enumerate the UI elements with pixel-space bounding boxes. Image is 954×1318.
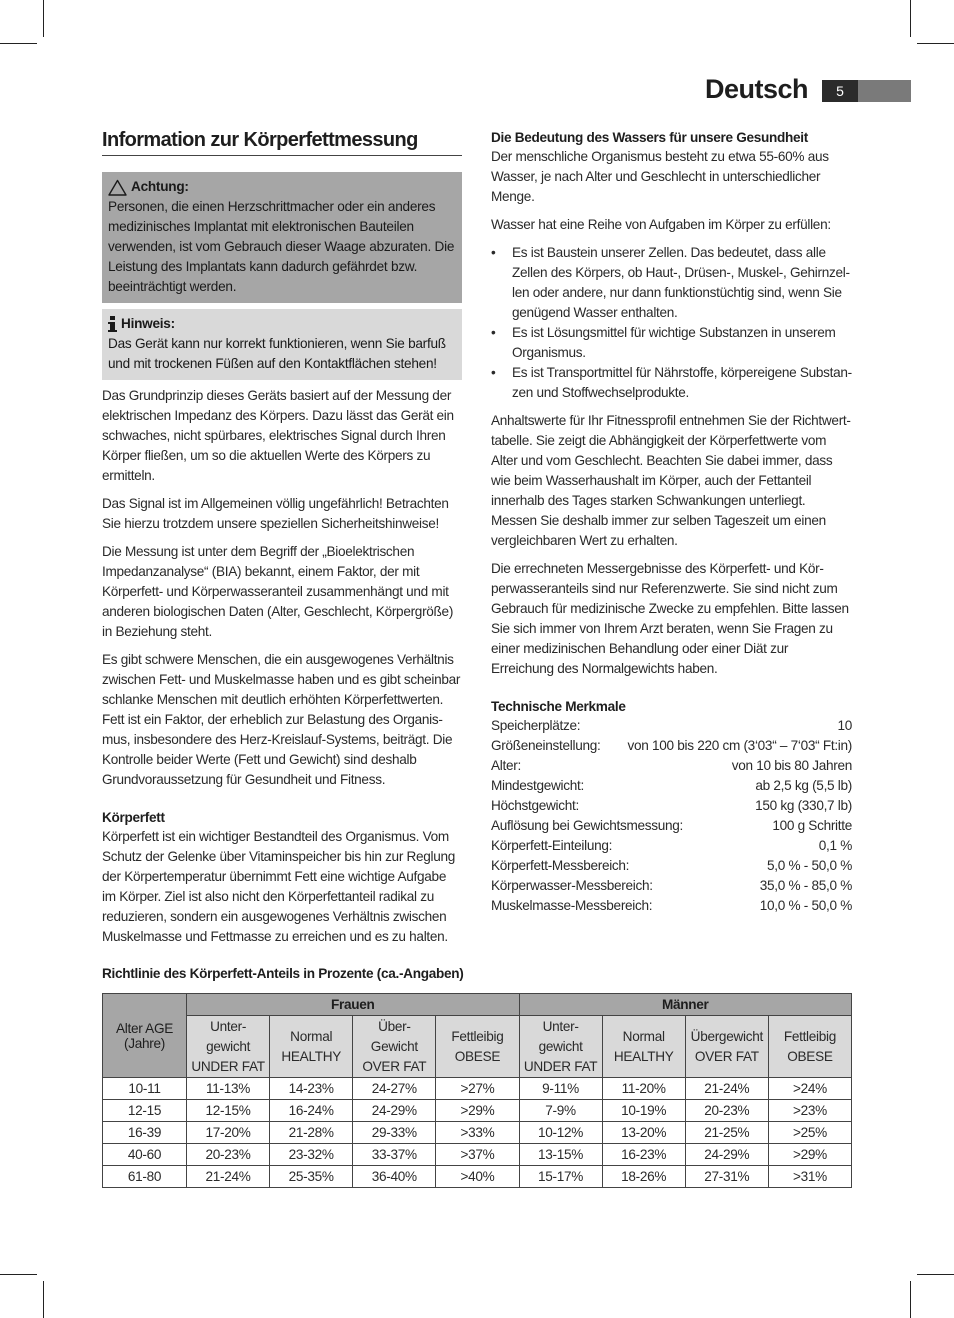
spec-row: Höchstgewicht: 150 kg (330,7 lb) xyxy=(491,798,852,813)
paragraph: Es gibt schwere Menschen, die ein ausgewogenes Verhältnis zwischen Fett- und Muskelmasse haben und es gibt scheinbar schlanke Menschen mit deutlich erhöhten Körperfettwerten. Fett ist ein Faktor, der erheblich zur Belastung des Organis-mus, insbesondere des Herz-Kreislauf-Systems, beiträgt. Die Kontrolle beider Werte (Fett und Gewicht) sind deshalb Grundvoraussetzung für Gesundheit und Fitness. xyxy=(102,652,461,787)
hint-box xyxy=(102,309,462,380)
table-cell: 16-23% xyxy=(602,1144,685,1166)
table-cell: 29-33% xyxy=(353,1122,436,1144)
table-row xyxy=(103,1144,852,1166)
table-cell: 20-23% xyxy=(685,1100,768,1122)
header-bar xyxy=(858,80,911,102)
table-cell: 18-26% xyxy=(602,1166,685,1188)
table-cell: 16-39 xyxy=(103,1122,187,1144)
table-cell: 21-24% xyxy=(685,1078,768,1100)
specs-heading: Technische Merkmale xyxy=(491,699,626,714)
table-cell: 33-37% xyxy=(353,1144,436,1166)
spec-row: Körperfett-Messbereich: 5,0 % - 50,0 % xyxy=(491,858,852,873)
table-cell: 25-35% xyxy=(270,1166,353,1188)
table-row xyxy=(103,1166,852,1188)
table-cell: 16-24% xyxy=(270,1100,353,1122)
crop-mark xyxy=(43,1281,44,1318)
body-fat-table xyxy=(102,993,852,1188)
spec-row: Größeneinstellung: von 100 bis 220 cm (3‘03“ – 7‘03“ Ft:in) xyxy=(491,738,852,753)
water-paragraph: Wasser hat eine Reihe von Aufgaben im Körper zu erfüllen: xyxy=(491,217,831,232)
warning-text: Personen, die einen Herzschrittmacher oder ein anderes medizinisches Implantat mit elektronischen Bauteilen verwenden, ist vom Gebrauch dieser Waage abzuraten. Die Leistung des Implantats kann dadurch gefährdet bzw. beeinträchtigt werden. xyxy=(108,199,455,294)
table-cell: 61-80 xyxy=(103,1166,187,1188)
table-cell: 20-23% xyxy=(187,1144,270,1166)
right-column xyxy=(491,130,852,916)
language-heading: Deutsch xyxy=(704,74,808,104)
table-cell: 13-20% xyxy=(602,1122,685,1144)
table-cell: 24-29% xyxy=(685,1144,768,1166)
results-paragraph: Die errechneten Messergebnisse des Körperfett- und Kör-perwasseranteils sind nur Referenzwerte. Sie sind nicht zum Gebrauch für medizinische Zwecke zu empfehlen. Bitte lassen Sie sich immer von Ihrem Arzt beraten, wenn Sie Fragen zu einer medizinischen Behandlung oder einer Diät zur Erreichung des Normalgewichts haben. xyxy=(491,561,849,676)
table-cell: 7-9% xyxy=(519,1100,602,1122)
table-cell: 10-12% xyxy=(519,1122,602,1144)
hint-text: Das Gerät kann nur korrekt funktionieren, wenn Sie barfuß und mit trockenen Füßen auf den Kontaktflächen stehen! xyxy=(108,336,446,371)
table-cell: 10-11 xyxy=(103,1078,187,1100)
table-cell: >23% xyxy=(768,1100,851,1122)
page-number: 5 xyxy=(822,80,858,102)
crop-mark xyxy=(917,1274,954,1275)
list-item: • Es ist Baustein unserer Zellen. Das bedeutet, dass alle Zellen des Körpers, ob Haut-, Drüsen-, Muskel-, Gehirnzel-len oder andere, nur dann funktionstüchtig sind, wenn Sie genügend Wasser enthalten. xyxy=(491,245,850,320)
table-cell: 11-13% xyxy=(187,1078,270,1100)
table-cell: >40% xyxy=(436,1166,519,1188)
table-cell: >24% xyxy=(768,1078,851,1100)
spec-row: Muskelmasse-Messbereich: 10,0 % - 50,0 % xyxy=(491,898,852,913)
table-cell: 9-11% xyxy=(519,1078,602,1100)
table-cell: >25% xyxy=(768,1122,851,1144)
body-fat-heading: Körperfett xyxy=(102,810,165,825)
spec-row: Speicherplätze: 10 xyxy=(491,718,852,733)
paragraph: Das Grundprinzip dieses Geräts basiert auf der Messung der elektrischen Impedanz des Körpers. Dazu lässt das Gerät ein schwaches, nicht spürbares, elektrisches Signal durch Ihren Körper fließen, um so die aktuellen Werte des Körpers zu ermitteln. xyxy=(102,388,454,483)
table-cell: 40-60 xyxy=(103,1144,187,1166)
table-row xyxy=(103,1078,852,1100)
men-header: Männer xyxy=(519,994,852,1016)
left-column xyxy=(102,127,462,947)
table-cell: 17-20% xyxy=(187,1122,270,1144)
spec-row: Mindestgewicht: ab 2,5 kg (5,5 lb) xyxy=(491,778,852,793)
table-subheader-row xyxy=(103,1016,852,1078)
table-cell: 12-15 xyxy=(103,1100,187,1122)
crop-mark xyxy=(0,1274,37,1275)
specs-list xyxy=(491,716,852,916)
column-header: Unter- gewicht UNDER FAT xyxy=(519,1016,602,1078)
warning-icon xyxy=(108,179,127,196)
paragraph: Die Messung ist unter dem Begriff der „Bioelektrischen Impedanzanalyse“ (BIA) bekannt, einem Faktor, der mit Körperfett- und Körperwasseranteil zusammenhängt und mit anderen biologischen Daten (Alter, Geschlecht, Körpergröße) in Beziehung steht. xyxy=(102,544,454,639)
warning-title-row xyxy=(108,177,456,197)
table-cell: 21-25% xyxy=(685,1122,768,1144)
section-title: Information zur Körperfettmessung xyxy=(102,127,462,156)
table-cell: >29% xyxy=(436,1100,519,1122)
column-header: Über- Gewicht OVER FAT xyxy=(353,1016,436,1078)
table-cell: 36-40% xyxy=(353,1166,436,1188)
info-icon xyxy=(108,316,117,332)
list-item: • Es ist Lösungsmittel für wichtige Substanzen in unserem Organismus. xyxy=(491,325,836,360)
table-body xyxy=(103,1078,852,1188)
warning-title: Achtung: xyxy=(131,179,189,194)
table-cell: 24-29% xyxy=(353,1100,436,1122)
table-title: Richtlinie des Körperfett-Anteils in Prozente (ca.-Angaben) xyxy=(102,966,464,981)
reference-paragraph: Anhaltswerte für Ihr Fitnessprofil entnehmen Sie der Richtwert-tabelle. Sie zeigt die Abhängigkeit der Körperfettwerte vom Alter und vom Geschlecht. Beachten Sie dabei immer, dass wie beim Wasserhaushalt im Körper, auch der Fettanteil innerhalb des Tages starken Schwankungen unterliegt. Messen Sie deshalb immer zur selben Tageszeit um einen vergleichbaren Wert zu erhalten. xyxy=(491,413,851,548)
body-fat-text: Körperfett ist ein wichtiger Bestandteil des Organismus. Vom Schutz der Gelenke über Vitaminspeicher bis hin zur Reglung der Körpertemperatur übernimmt Fett eine wichtige Aufgabe im Körper. Ziel ist also nicht den Körperfettanteil radikal zu reduzieren, sondern ein ausgewogenes Verhältnis zwischen Muskelmasse und Fettmasse zu erreichen und es zu halten. xyxy=(102,829,456,944)
water-paragraph: Der menschliche Organismus besteht zu etwa 55-60% aus Wasser, je nach Alter und Geschlecht in unterschiedlicher Menge. xyxy=(491,149,829,204)
spec-row: Körperwasser-Messbereich: 35,0 % - 85,0 % xyxy=(491,878,852,893)
column-header: Fettleibig OBESE xyxy=(768,1016,851,1078)
crop-mark xyxy=(917,43,954,44)
table-cell: 10-19% xyxy=(602,1100,685,1122)
table-cell: 27-31% xyxy=(685,1166,768,1188)
table-cell: >31% xyxy=(768,1166,851,1188)
spec-row: Körperfett-Einteilung: 0,1 % xyxy=(491,838,852,853)
spec-row: Auflösung bei Gewichtsmessung: 100 g Schritte xyxy=(491,818,852,833)
hint-title: Hinweis: xyxy=(121,316,175,331)
table-cell: 15-17% xyxy=(519,1166,602,1188)
list-item: • Es ist Transportmittel für Nährstoffe, körpereigene Substan-zen und Stoffwechselprodukte. xyxy=(491,365,852,400)
table-cell: 14-23% xyxy=(270,1078,353,1100)
table-cell: 24-27% xyxy=(353,1078,436,1100)
crop-mark xyxy=(910,1281,911,1318)
column-header: Normal HEALTHY xyxy=(602,1016,685,1078)
table-row xyxy=(103,1100,852,1122)
water-task-list xyxy=(491,243,852,403)
table-cell: 12-15% xyxy=(187,1100,270,1122)
age-header: Alter AGE (Jahre) xyxy=(103,994,187,1078)
hint-title-row xyxy=(108,314,456,334)
table-cell: 13-15% xyxy=(519,1144,602,1166)
spec-row: Alter: von 10 bis 80 Jahren xyxy=(491,758,852,773)
table-cell: 11-20% xyxy=(602,1078,685,1100)
table-cell: 21-28% xyxy=(270,1122,353,1144)
table-row xyxy=(103,1122,852,1144)
women-header: Frauen xyxy=(187,994,520,1016)
column-header: Normal HEALTHY xyxy=(270,1016,353,1078)
paragraph: Das Signal ist im Allgemeinen völlig ungefährlich! Betrachten Sie hierzu trotzdem unsere speziellen Sicherheitshinweise! xyxy=(102,496,449,531)
crop-mark xyxy=(43,0,44,37)
crop-mark xyxy=(910,0,911,37)
warning-box xyxy=(102,172,462,303)
table-cell: 23-32% xyxy=(270,1144,353,1166)
table-cell: >33% xyxy=(436,1122,519,1144)
column-header: Fettleibig OBESE xyxy=(436,1016,519,1078)
table-cell: >27% xyxy=(436,1078,519,1100)
crop-mark xyxy=(0,43,37,44)
table-cell: >29% xyxy=(768,1144,851,1166)
table-group-header-row xyxy=(103,994,852,1016)
water-heading: Die Bedeutung des Wassers für unsere Gesundheit xyxy=(491,130,809,145)
table-cell: 21-24% xyxy=(187,1166,270,1188)
column-header: Unter- gewicht UNDER FAT xyxy=(187,1016,270,1078)
column-header: Übergewicht OVER FAT xyxy=(685,1016,768,1078)
table-cell: >37% xyxy=(436,1144,519,1166)
